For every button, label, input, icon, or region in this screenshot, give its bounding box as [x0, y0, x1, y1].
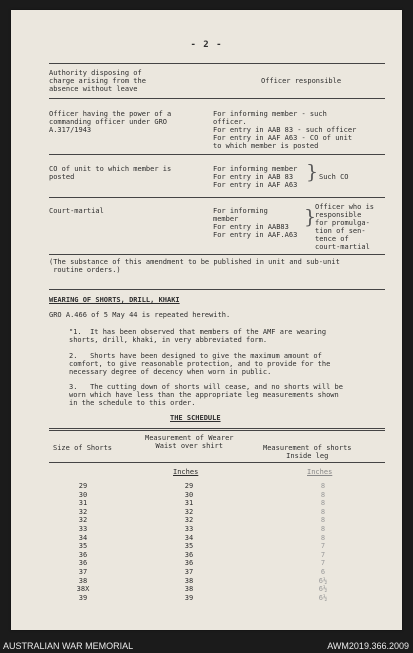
- paragraph-3: 3. The cutting down of shorts will cease, and no shorts will be worn which have less than the appropriate leg measurements shown in the schedule to this order.: [69, 383, 343, 407]
- schedule-inside-leg-cell: 7: [320, 559, 326, 568]
- schedule-waist-cell: 38: [184, 576, 194, 585]
- schedule-inside-leg-cell: 7: [320, 550, 326, 559]
- schedule-inside-leg-cell: 6½: [318, 576, 328, 585]
- schedule-waist-cell: 36: [184, 559, 194, 568]
- schedule-inside-leg-cell: 6½: [318, 593, 328, 602]
- schedule-waist-cell: 34: [184, 533, 194, 542]
- row3-officer: Officer who is responsible for promulga- tion of sen- tence of court-martial: [315, 203, 375, 251]
- table-header-rule: [49, 98, 385, 99]
- schedule-waist-cell: 37: [184, 567, 194, 576]
- schedule-waist-cell: 32: [184, 507, 194, 516]
- row1-officer: For informing member - such officer. For entry in AAB 83 - such officer For entry in AAF A63 - CO of unit to which member is posted: [213, 110, 357, 150]
- schedule-size-cell: 36: [78, 550, 88, 559]
- table-top-rule: [49, 63, 385, 64]
- schedule-waist-cell: 36: [184, 550, 194, 559]
- schedule-header-rule: [49, 462, 385, 463]
- gro-reference: GRO A.466 of 5 May 44 is repeated herewith.: [49, 311, 231, 319]
- schedule-waist-cell: 32: [184, 516, 194, 525]
- row3-brace: }: [304, 206, 317, 228]
- schedule-size-cell: 32: [78, 516, 88, 525]
- row2-authority: CO of unit to which member is posted: [49, 165, 172, 181]
- schedule-size-cell: 37: [78, 567, 88, 576]
- schedule-size-cell: 31: [78, 499, 88, 508]
- schedule-waist-cell: 35: [184, 542, 194, 551]
- row3-purposes: For informing member For entry in AAB83 For entry in AAF.A63: [213, 207, 298, 239]
- row2-rule: [49, 197, 385, 198]
- row2-officer: Such CO: [319, 173, 349, 181]
- schedule-inside-leg-cell: 8: [320, 499, 326, 508]
- schedule-size-cell: 33: [78, 524, 88, 533]
- schedule-inside-leg-cell: 6: [320, 567, 326, 576]
- row1-authority: Officer having the power of a commanding officer under GRO A.317/1943: [49, 110, 172, 134]
- table-header-officer: Officer responsible: [261, 77, 342, 85]
- schedule-inside-leg-cell: 6½: [318, 585, 328, 594]
- size-column: [73, 482, 93, 602]
- schedule-size-cell: 35: [78, 542, 88, 551]
- schedule-inside-leg-cell: 8: [320, 482, 326, 490]
- waist-column: [179, 482, 199, 602]
- schedule-waist-cell: 39: [184, 593, 194, 602]
- schedule-inside-leg-cell: 8: [320, 490, 326, 499]
- schedule-size-cell: 30: [78, 490, 88, 499]
- row3-authority: Court-martial: [49, 207, 104, 215]
- schedule-size-cell: 38X: [76, 585, 90, 594]
- unit-waist: Inches: [173, 468, 199, 476]
- paragraph-2: 2. Shorts have been designed to give the maximum amount of comfort, to give reasonable protection, and to provide for the necessary degree of decency when worn in public.: [69, 352, 331, 376]
- schedule-waist-cell: 33: [184, 524, 194, 533]
- row1-rule: [49, 154, 385, 155]
- schedule-header-size: Size of Shorts: [53, 444, 113, 452]
- row2-purposes: For informing member For entry in AAB 83 For entry in AAF A63: [213, 165, 298, 189]
- schedule-size-cell: 32: [78, 507, 88, 516]
- schedule-size-cell: 39: [78, 593, 88, 602]
- schedule-waist-cell: 38: [184, 585, 194, 594]
- footer-accession-number: AWM2019.366.2009: [327, 641, 409, 651]
- schedule-header-inside-leg: Measurement of shorts Inside leg: [263, 444, 352, 460]
- schedule-inside-leg-cell: 7: [320, 542, 326, 551]
- table-header-authority: Authority disposing of charge arising from the absence without leave: [49, 69, 146, 93]
- page-number: - 2 -: [190, 40, 223, 50]
- amendment-note: (The substance of this amendment to be published in unit and sub-unit routine orders.): [49, 258, 340, 274]
- paragraph-1: "1. It has been observed that members of the AMF are wearing shorts, drill, khaki, in very abbreviated form.: [69, 328, 327, 344]
- schedule-waist-cell: 31: [184, 499, 194, 508]
- schedule-inside-leg-cell: 8: [320, 524, 326, 533]
- row3-rule: [49, 254, 385, 255]
- section-divider: [49, 289, 385, 290]
- schedule-size-cell: 38: [78, 576, 88, 585]
- schedule-size-cell: 36: [78, 559, 88, 568]
- unit-leg: Inches: [307, 468, 333, 476]
- schedule-waist-cell: 30: [184, 490, 194, 499]
- section-heading: WEARING OF SHORTS, DRILL, KHAKI: [49, 296, 180, 304]
- document-page: [11, 10, 402, 630]
- inside-leg-column: [313, 482, 333, 602]
- schedule-size-cell: 29: [78, 482, 88, 490]
- footer-bar: [0, 640, 413, 653]
- row2-brace: }: [306, 161, 319, 183]
- schedule-inside-leg-cell: 8: [320, 507, 326, 516]
- schedule-inside-leg-cell: 8: [320, 516, 326, 525]
- footer-institution: AUSTRALIAN WAR MEMORIAL: [3, 641, 134, 651]
- schedule-waist-cell: 29: [184, 482, 194, 490]
- schedule-title: THE SCHEDULE: [170, 414, 221, 422]
- schedule-size-cell: 34: [78, 533, 88, 542]
- schedule-header-waist: Measurement of Wearer Waist over shirt: [145, 434, 234, 450]
- schedule-top-rule: [49, 428, 385, 431]
- schedule-inside-leg-cell: 8: [320, 533, 326, 542]
